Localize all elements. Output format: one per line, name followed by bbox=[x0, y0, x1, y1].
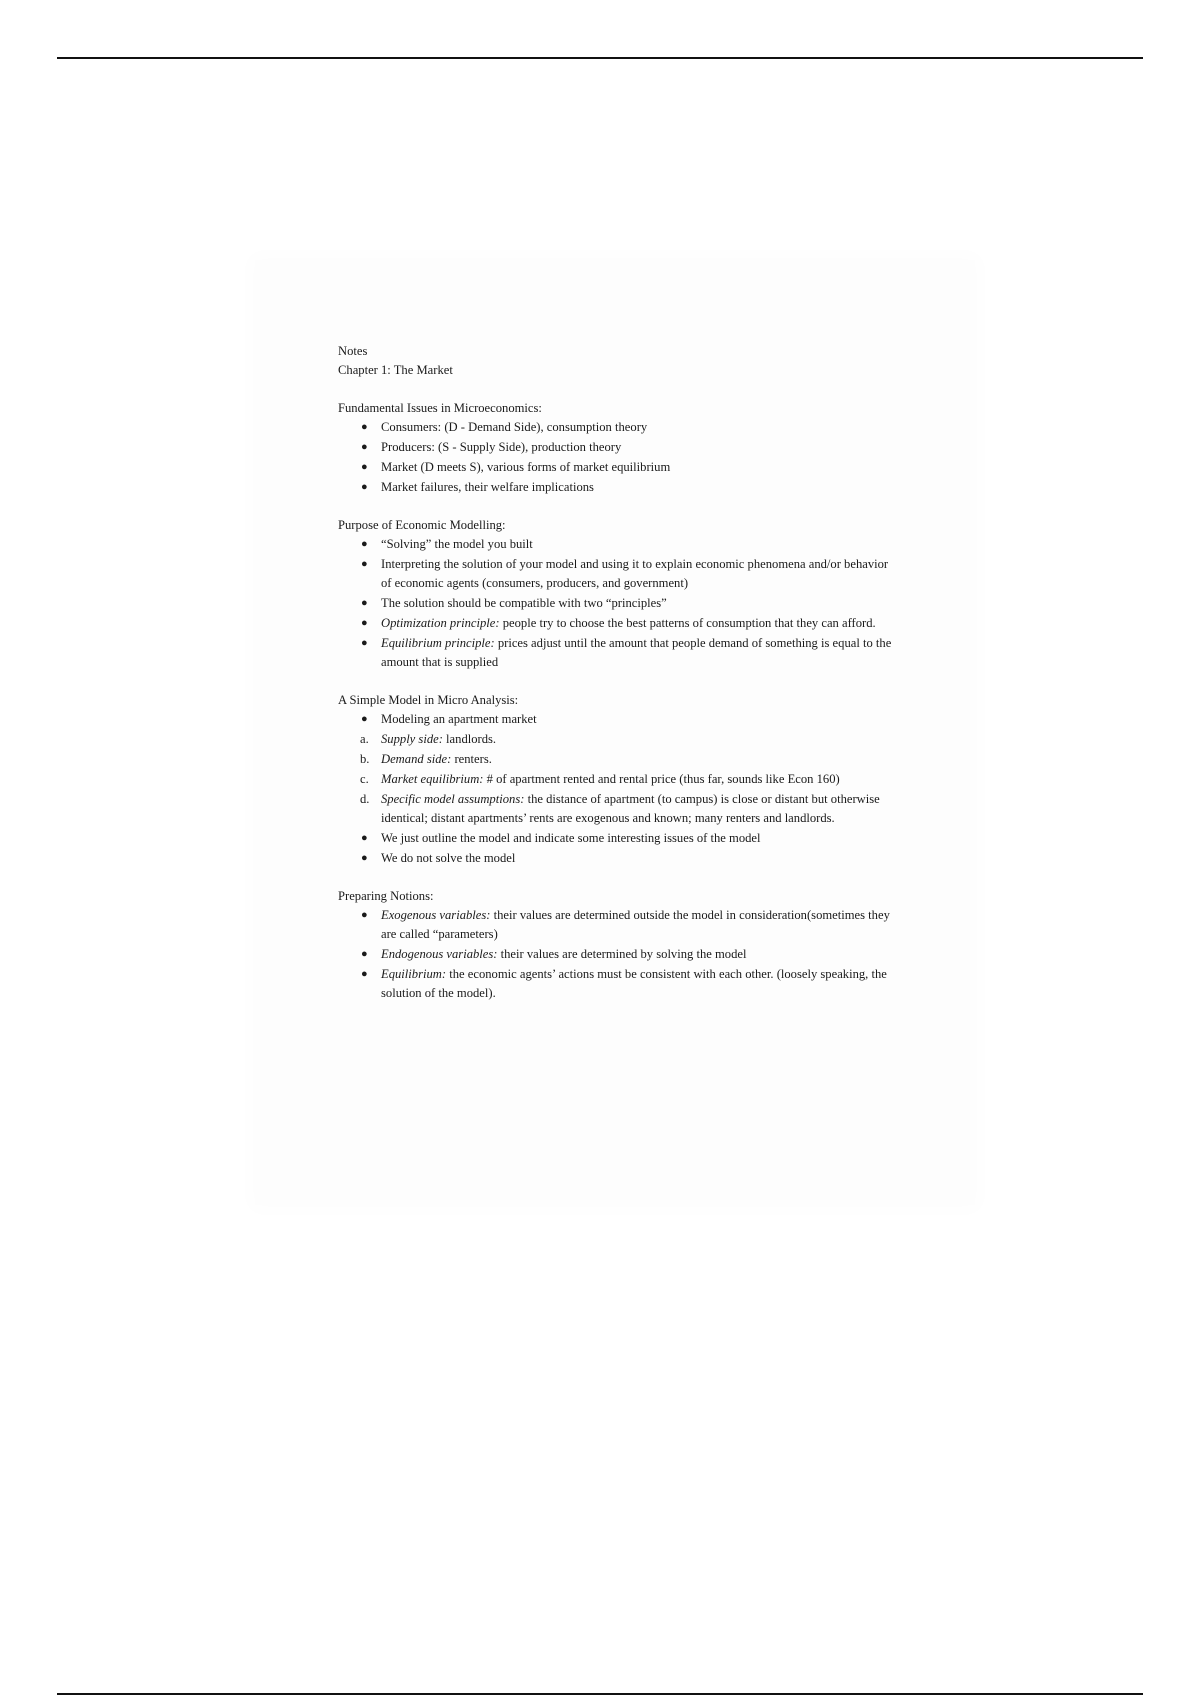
list-item: ● Endogenous variables: their values are determined by solving the model bbox=[338, 945, 898, 964]
list-letter: c. bbox=[360, 772, 369, 786]
bullet-icon: ● bbox=[361, 968, 368, 980]
notes-document bbox=[338, 342, 898, 1003]
list-item: ● Modeling an apartment market bbox=[338, 710, 898, 729]
list-item: d. Specific model assumptions: the distance of apartment (to campus) is close or distant but otherwise identical; distant apartments’ rents are exogenous and known; many renters and landlords. bbox=[360, 792, 880, 825]
notions-list bbox=[338, 906, 898, 1003]
chapter-title: Chapter 1: The Market bbox=[338, 363, 453, 377]
bullet-icon: ● bbox=[361, 461, 368, 473]
term-equilibrium: Equilibrium: bbox=[381, 967, 447, 981]
bullet-icon: ● bbox=[361, 597, 368, 609]
bullet-icon: ● bbox=[361, 538, 368, 550]
term-equilibrium-principle: Equilibrium principle: bbox=[381, 636, 495, 650]
term-demand-side: Demand side: bbox=[381, 752, 452, 766]
top-rule bbox=[57, 57, 1143, 59]
term-exogenous: Exogenous variables: bbox=[381, 908, 491, 922]
bullet-icon: ● bbox=[361, 948, 368, 960]
list-item: ● Interpreting the solution of your model and using it to explain economic phenomena and/or behavior of economic agents (consumers, producers, and government) bbox=[361, 557, 889, 590]
purpose-list bbox=[338, 535, 898, 672]
section-title-purpose: Purpose of Economic Modelling: bbox=[338, 518, 506, 532]
list-item: ● “Solving” the model you built bbox=[338, 535, 898, 554]
section-title-fundamental: Fundamental Issues in Microeconomics: bbox=[338, 401, 542, 415]
list-item: c. Market equilibrium: # of apartment rented and rental price (thus far, sounds like Econ 160) bbox=[338, 770, 898, 789]
list-item: ● Equilibrium: the economic agents’ actions must be consistent with each other. (loosely speaking, the solution of the model). bbox=[361, 967, 887, 1000]
bullet-icon: ● bbox=[361, 617, 368, 629]
list-item: ● The solution should be compatible with two “principles” bbox=[338, 594, 898, 613]
bottom-rule bbox=[57, 1693, 1143, 1695]
term-model-assumptions: Specific model assumptions: bbox=[381, 792, 525, 806]
term-market-equilibrium: Market equilibrium: bbox=[381, 772, 484, 786]
list-item: ● Equilibrium principle: prices adjust until the amount that people demand of something is equal to the amount that is supplied bbox=[361, 636, 892, 669]
list-item: ● We just outline the model and indicate some interesting issues of the model bbox=[338, 829, 898, 848]
term-optimization: Optimization principle: bbox=[381, 616, 500, 630]
list-letter: d. bbox=[360, 792, 370, 806]
simple-model-closing bbox=[338, 829, 898, 868]
term-endogenous: Endogenous variables: bbox=[381, 947, 498, 961]
list-item: ● Exogenous variables: their values are determined outside the model in consideration(sometimes they are called “parameters) bbox=[361, 908, 890, 941]
simple-model-intro bbox=[338, 710, 898, 729]
bullet-icon: ● bbox=[361, 832, 368, 844]
bullet-icon: ● bbox=[361, 713, 368, 725]
bullet-icon: ● bbox=[361, 481, 368, 493]
bullet-icon: ● bbox=[361, 421, 368, 433]
notes-label: Notes bbox=[338, 344, 368, 358]
term-supply-side: Supply side: bbox=[381, 732, 443, 746]
list-item: a. Supply side: landlords. bbox=[338, 730, 898, 749]
bullet-icon: ● bbox=[361, 909, 368, 921]
list-letter: b. bbox=[360, 752, 370, 766]
list-item: ● Producers: (S - Supply Side), production theory bbox=[338, 438, 898, 457]
list-item: ● We do not solve the model bbox=[338, 849, 898, 868]
bullet-icon: ● bbox=[361, 558, 368, 570]
fundamental-list bbox=[338, 418, 898, 497]
list-item: ● Consumers: (D - Demand Side), consumption theory bbox=[338, 418, 898, 437]
list-item: ● Market (D meets S), various forms of market equilibrium bbox=[338, 458, 898, 477]
section-title-simple-model: A Simple Model in Micro Analysis: bbox=[338, 693, 519, 707]
bullet-icon: ● bbox=[361, 852, 368, 864]
section-title-notions: Preparing Notions: bbox=[338, 889, 434, 903]
bullet-icon: ● bbox=[361, 637, 368, 649]
list-item: b. Demand side: renters. bbox=[338, 750, 898, 769]
simple-model-lettered bbox=[338, 730, 898, 828]
bullet-icon: ● bbox=[361, 441, 368, 453]
list-item: ● Optimization principle: people try to choose the best patterns of consumption that they can afford. bbox=[338, 614, 898, 633]
list-letter: a. bbox=[360, 732, 369, 746]
list-item: ● Market failures, their welfare implications bbox=[338, 478, 898, 497]
